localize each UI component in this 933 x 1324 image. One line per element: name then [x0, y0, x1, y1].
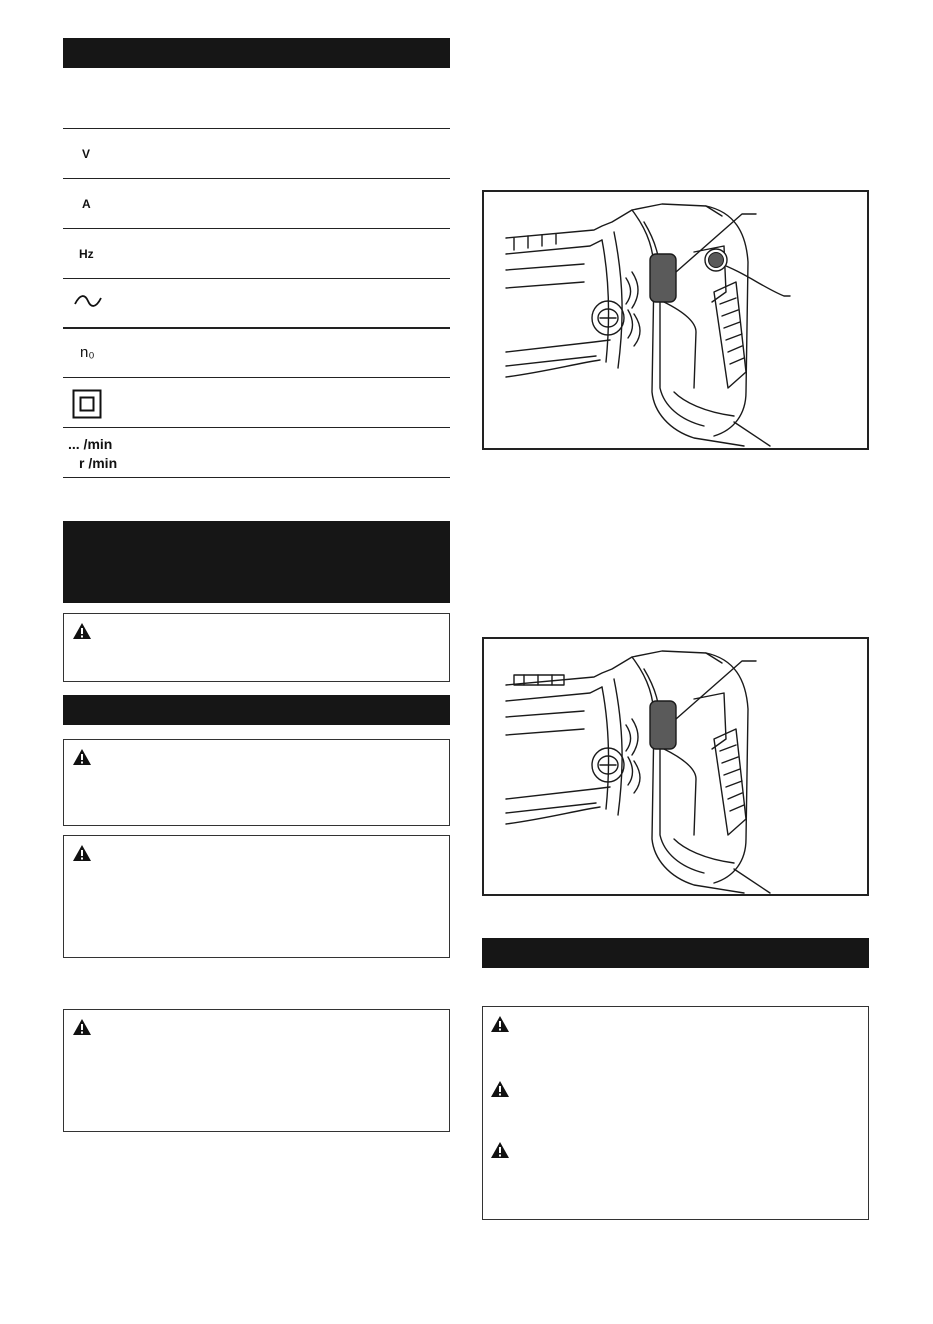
section-header-bar	[63, 695, 450, 725]
symbols-table-rule	[63, 178, 450, 179]
warning-box	[63, 1009, 450, 1132]
symbol-hertz: Hz	[79, 247, 94, 261]
warning-triangle-icon	[490, 1080, 510, 1098]
warning-box	[63, 739, 450, 826]
warning-triangle-icon	[72, 622, 92, 640]
warning-triangle-icon	[490, 1015, 510, 1033]
warning-triangle-icon	[72, 748, 92, 766]
symbols-table-rule	[63, 377, 450, 378]
symbols-table-rule	[63, 427, 450, 428]
figure-switch-trigger	[482, 637, 869, 896]
symbol-per-minute-dots: ... /min	[68, 436, 113, 452]
symbol-ampere: A	[82, 197, 91, 211]
symbols-table-rule	[63, 128, 450, 129]
safety-section-header-block	[63, 521, 450, 603]
symbols-table-rule	[63, 278, 450, 279]
warning-triangle-icon	[72, 1018, 92, 1036]
symbol-revolutions-per-minute: r /min	[79, 455, 118, 471]
warning-triangle-icon	[72, 844, 92, 862]
symbols-table-rule	[63, 327, 450, 329]
warning-triangle-icon	[490, 1141, 510, 1159]
symbols-table-rule	[63, 228, 450, 229]
warning-box	[63, 613, 450, 682]
figure-switch-with-lock-button	[482, 190, 869, 450]
tool-illustration	[484, 639, 867, 894]
symbol-no-load-speed: n₀	[80, 344, 95, 361]
symbol-volt: V	[82, 147, 91, 161]
symbols-section-header-bar	[63, 38, 450, 68]
tool-illustration	[484, 192, 867, 448]
warning-box	[63, 835, 450, 958]
warning-box	[482, 1006, 869, 1220]
alternating-current-icon	[73, 292, 103, 310]
symbols-table-rule	[63, 477, 450, 478]
double-square-icon	[72, 389, 102, 419]
section-header-bar	[482, 938, 869, 968]
